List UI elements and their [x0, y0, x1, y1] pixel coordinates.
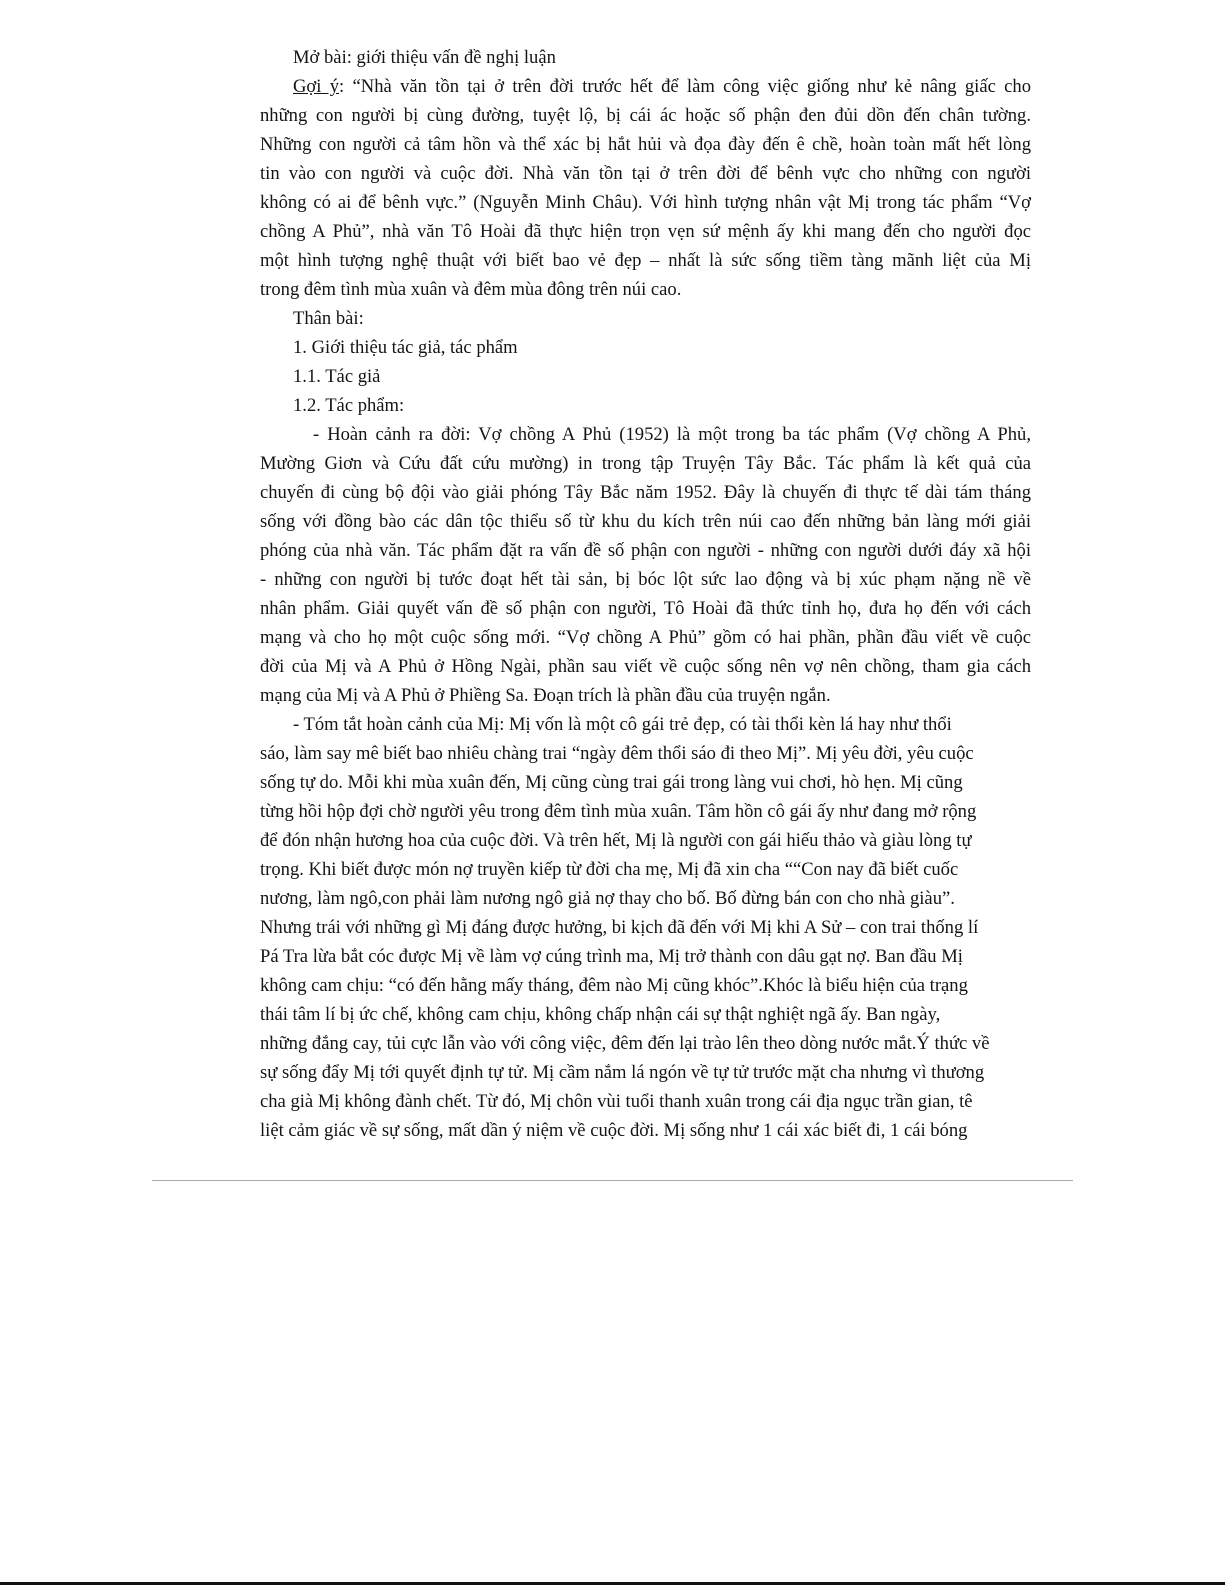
- text-line: sự sống đẩy Mị tới quyết định tự tử. Mị cầm nắm lá ngón về tự tử trước mặt cha nhưng vì thương: [260, 1062, 985, 1083]
- text-line: sống với đồng bào các dân tộc thiểu số từ khu du kích trên núi cao đến những bản làng mới giải: [260, 511, 1031, 532]
- text-line: mạng của Mị và A Phủ ở Phiềng Sa. Đoạn trích là phần đầu của truyện ngắn.: [260, 685, 831, 706]
- text-line: nương, làm ngô,con phải làm nương ngô giả nợ thay cho bố. Bố đừng bán con cho nhà giàu”.: [260, 888, 955, 909]
- text-line: đời của Mị và A Phủ ở Hồng Ngài, phần sau viết về cuộc sống nên vợ nên chồng, tham gia cách: [260, 656, 1031, 677]
- text-line: liệt cảm giác về sự sống, mất dần ý niệm về cuộc đời. Mị sống như 1 cái xác biết đi, 1 cái bóng: [260, 1120, 968, 1141]
- heading-1: 1. Giới thiệu tác giả, tác phẩm: [293, 337, 518, 358]
- text-line: để đón nhận hương hoa của cuộc đời. Và trên hết, Mị là người con gái hiếu thảo và giàu lòng tự: [260, 830, 972, 851]
- text-line: những con người bị cùng đường, tuyệt lộ, bị cái ác hoặc số phận đen đủi dồn đến chân tường.: [260, 105, 1031, 126]
- document-body: [260, 43, 1031, 1145]
- line-than-bai: Thân bài:: [293, 308, 364, 329]
- text-line: những đắng cay, tủi cực lẫn vào với công việc, đêm đến lại trào lên theo dòng nước mắt.Ý thức về: [260, 1033, 990, 1054]
- goi-y-label: Gợi ý: [293, 76, 340, 97]
- text-line: tin vào con người và cuộc đời. Nhà văn tồn tại ở trên đời để bênh vực cho những con người: [260, 163, 1031, 184]
- line-goi-y: [260, 72, 1031, 101]
- page-divider: [152, 1180, 1073, 1181]
- goi-y-text: : “Nhà văn tồn tại ở trên đời trước hết để làm công việc giống như kẻ nâng giấc cho: [339, 76, 1031, 97]
- text-line: - những con người bị tước đoạt hết tài sản, bị bóc lột sức lao động và bị xúc phạm nặng nề về: [260, 569, 1031, 590]
- text-line: sống tự do. Mỗi khi mùa xuân đến, Mị cũng cùng trai gái trong làng vui chơi, hò hẹn. Mị cũng: [260, 772, 963, 793]
- text-line: mạng và cho họ một cuộc sống mới. “Vợ chồng A Phủ” gồm có hai phần, phần đầu viết về cuộc: [260, 627, 1031, 648]
- text-line: một hình tượng nghệ thuật với biết bao vẻ đẹp – nhất là sức sống tiềm tàng mãnh liệt của Mị: [260, 250, 1031, 271]
- text-line: thái tâm lí bị ức chế, không cam chịu, không chấp nhận cái sự thật nghiệt ngã ấy. Ban ngày,: [260, 1004, 941, 1025]
- text-line: Nhưng trái với những gì Mị đáng được hưởng, bi kịch đã đến với Mị khi A Sử – con trai thống lí: [260, 917, 979, 938]
- text-line: trọng. Khi biết được món nợ truyền kiếp từ đời cha mẹ, Mị đã xin cha ““Con nay đã biết cuốc: [260, 859, 959, 880]
- text-line: phóng của nhà văn. Tác phẩm đặt ra vấn đề số phận con người - những con người dưới đáy xã hội: [260, 540, 1031, 561]
- text-line: từng hồi hộp đợi chờ người yêu trong đêm tình mùa xuân. Tâm hồn cô gái ấy như đang mở rộng: [260, 801, 977, 822]
- text-line: - Hoàn cảnh ra đời: Vợ chồng A Phủ (1952) là một trong ba tác phẩm (Vợ chồng A Phủ,: [313, 424, 1031, 445]
- heading-1-2: 1.2. Tác phẩm:: [293, 395, 405, 416]
- heading-1-1: 1.1. Tác giả: [293, 366, 381, 387]
- text-line: không có ai để bênh vực.” (Nguyễn Minh Châu). Với hình tượng nhân vật Mị trong tác phẩm “Vợ: [260, 192, 1031, 213]
- text-line: - Tóm tắt hoàn cảnh của Mị: Mị vốn là một cô gái trẻ đẹp, có tài thổi kèn lá hay như thổi: [293, 714, 952, 735]
- text-line: cha già Mị không đành chết. Từ đó, Mị chôn vùi tuổi thanh xuân trong cái địa ngục trần gian, tê: [260, 1091, 973, 1112]
- text-line: Những con người cả tâm hồn và thể xác bị hắt hủi và đọa đày đến ê chề, hoàn toàn mất hết lòng: [260, 134, 1031, 155]
- text-line: Mường Giơn và Cứu đất cứu mường) in trong tập Truyện Tây Bắc. Tác phẩm là kết quả của: [260, 453, 1031, 474]
- line-mo-bai: Mở bài: giới thiệu vấn đề nghị luận: [293, 47, 556, 68]
- text-line: sáo, làm say mê biết bao nhiêu chàng trai “ngày đêm thổi sáo đi theo Mị”. Mị yêu đời, yêu cuộc: [260, 743, 974, 764]
- text-line: không cam chịu: “có đến hằng mấy tháng, đêm nào Mị cũng khóc”.Khóc là biểu hiện của trạng: [260, 975, 968, 996]
- text-line: trong đêm tình mùa xuân và đêm mùa đông trên núi cao.: [260, 279, 682, 300]
- text-line: Pá Tra lừa bắt cóc được Mị về làm vợ cúng trình ma, Mị trở thành con dâu gạt nợ. Ban đầu Mị: [260, 946, 963, 967]
- text-line: chuyến đi cùng bộ đội vào giải phóng Tây Bắc năm 1952. Đây là chuyến đi thực tế dài tám tháng: [260, 482, 1031, 503]
- text-line: chồng A Phủ”, nhà văn Tô Hoài đã thực hiện trọn vẹn sứ mệnh ấy khi mang đến cho người đọc: [260, 221, 1031, 242]
- text-line: nhân phẩm. Giải quyết vấn đề số phận con người, Tô Hoài đã thức tỉnh họ, đưa họ đến với cách: [260, 598, 1031, 619]
